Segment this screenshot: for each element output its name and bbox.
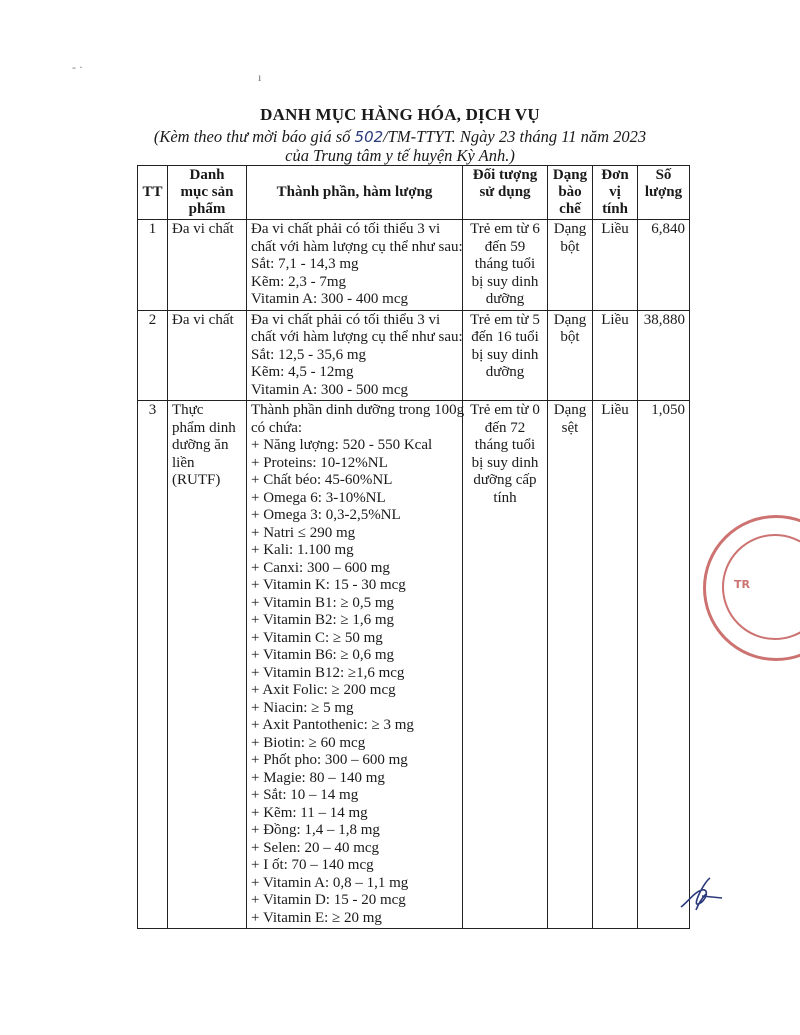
subtitle-prefix: (Kèm theo thư mời báo giá số <box>153 127 355 146</box>
cell-quantity: 38,880 <box>638 310 690 401</box>
stamp-text: TR <box>734 578 750 591</box>
table-row <box>138 310 690 401</box>
cell-product-name: Thực phẩm dinh dưỡng ăn liền (RUTF) <box>168 401 247 929</box>
goods-table <box>137 165 690 929</box>
table-row <box>138 220 690 311</box>
table-row <box>138 401 690 929</box>
cell-unit: Liều <box>593 310 638 401</box>
cell-quantity: 1,050 <box>638 401 690 929</box>
cell-composition: Đa vi chất phải có tối thiểu 3 vi chất với hàm lượng cụ thể như sau: Sắt: 7,1 - 14,3 mg Kẽm: 2,3 - 7mg Vitamin A: 300 - 400 mcg <box>247 220 463 311</box>
cell-target-group: Trẻ em từ 6 đến 59 tháng tuổi bị suy dinh dưỡng <box>463 220 548 311</box>
scan-speck: - · <box>72 60 83 74</box>
header-tt: TT <box>138 166 168 220</box>
cell-tt: 1 <box>138 220 168 311</box>
header-doi-tuong: Đối tượng sử dụng <box>463 166 548 220</box>
cell-product-name: Đa vi chất <box>168 310 247 401</box>
header-danh-muc: Danh mục sản phẩm <box>168 166 247 220</box>
cell-tt: 3 <box>138 401 168 929</box>
cell-unit: Liều <box>593 401 638 929</box>
document-title: DANH MỤC HÀNG HÓA, DỊCH VỤ <box>260 105 540 124</box>
cell-form: Dạng bột <box>548 220 593 311</box>
table-header-row <box>138 166 690 220</box>
cell-quantity: 6,840 <box>638 220 690 311</box>
header-thanh-phan: Thành phần, hàm lượng <box>247 166 463 220</box>
cell-form: Dạng sệt <box>548 401 593 929</box>
cell-composition: Đa vi chất phải có tối thiểu 3 vi chất với hàm lượng cụ thể như sau: Sắt: 12,5 - 35,6 mg Kẽm: 4,5 - 12mg Vitamin A: 300 - 500 mcg <box>247 310 463 401</box>
handwritten-number: 502 <box>354 128 384 146</box>
document-subtitle-line2: của Trung tâm y tế huyện Kỳ Anh.) <box>285 146 515 165</box>
document-subtitle <box>0 127 800 147</box>
cell-unit: Liều <box>593 220 638 311</box>
table-body <box>138 220 690 929</box>
cell-product-name: Đa vi chất <box>168 220 247 311</box>
official-stamp <box>703 515 800 661</box>
scan-speck: ı <box>258 70 262 84</box>
header-dang-bao-che: Dạng bào chế <box>548 166 593 220</box>
header-don-vi: Đơn vị tính <box>593 166 638 220</box>
header-so-luong: Số lượng <box>638 166 690 220</box>
cell-target-group: Trẻ em từ 5 đến 16 tuổi bị suy dinh dưỡng <box>463 310 548 401</box>
cell-target-group: Trẻ em từ 0 đến 72 tháng tuổi bị suy dinh dưỡng cấp tính <box>463 401 548 929</box>
cell-form: Dạng bột <box>548 310 593 401</box>
subtitle-suffix: /TM-TTYT. Ngày 23 tháng 11 năm 2023 <box>383 127 647 146</box>
cell-composition: Thành phần dinh dưỡng trong 100g có chứa: + Năng lượng: 520 - 550 Kcal + Proteins: 10-12%NL + Chất béo: 45-60%NL + Omega 6: 3-10%NL + Omega 3: 0,3-2,5%NL + Natri ≤ 290 mg + Kali: 1.100 mg + Canxi: 300 – 600 mg + Vitamin K: 15 - 30 mcg + Vitamin B1: ≥ 0,5 mg + Vitamin B2: ≥ 1,6 mg + Vitamin C: ≥ 50 mg + Vitamin B6: ≥ 0,6 mg + Vitamin B12: ≥1,6 mcg + Axit Folic: ≥ 200 mcg + Niacin: ≥ 5 mg + Axit Pantothenic: ≥ 3 mg + Biotin: ≥ 60 mcg + Phốt pho: 300 – 600 mg + Magie: 80 – 140 mg + Sắt: 10 – 14 mg + Kẽm: 11 – 14 mg + Đồng: 1,4 – 1,8 mg + Selen: 20 – 40 mcg + I ốt: 70 – 140 mcg + Vitamin A: 0,8 – 1,1 mg + Vitamin D: 15 - 20 mcg + Vitamin E: ≥ 20 mg <box>247 401 463 929</box>
signature-mark <box>676 872 726 917</box>
cell-tt: 2 <box>138 310 168 401</box>
